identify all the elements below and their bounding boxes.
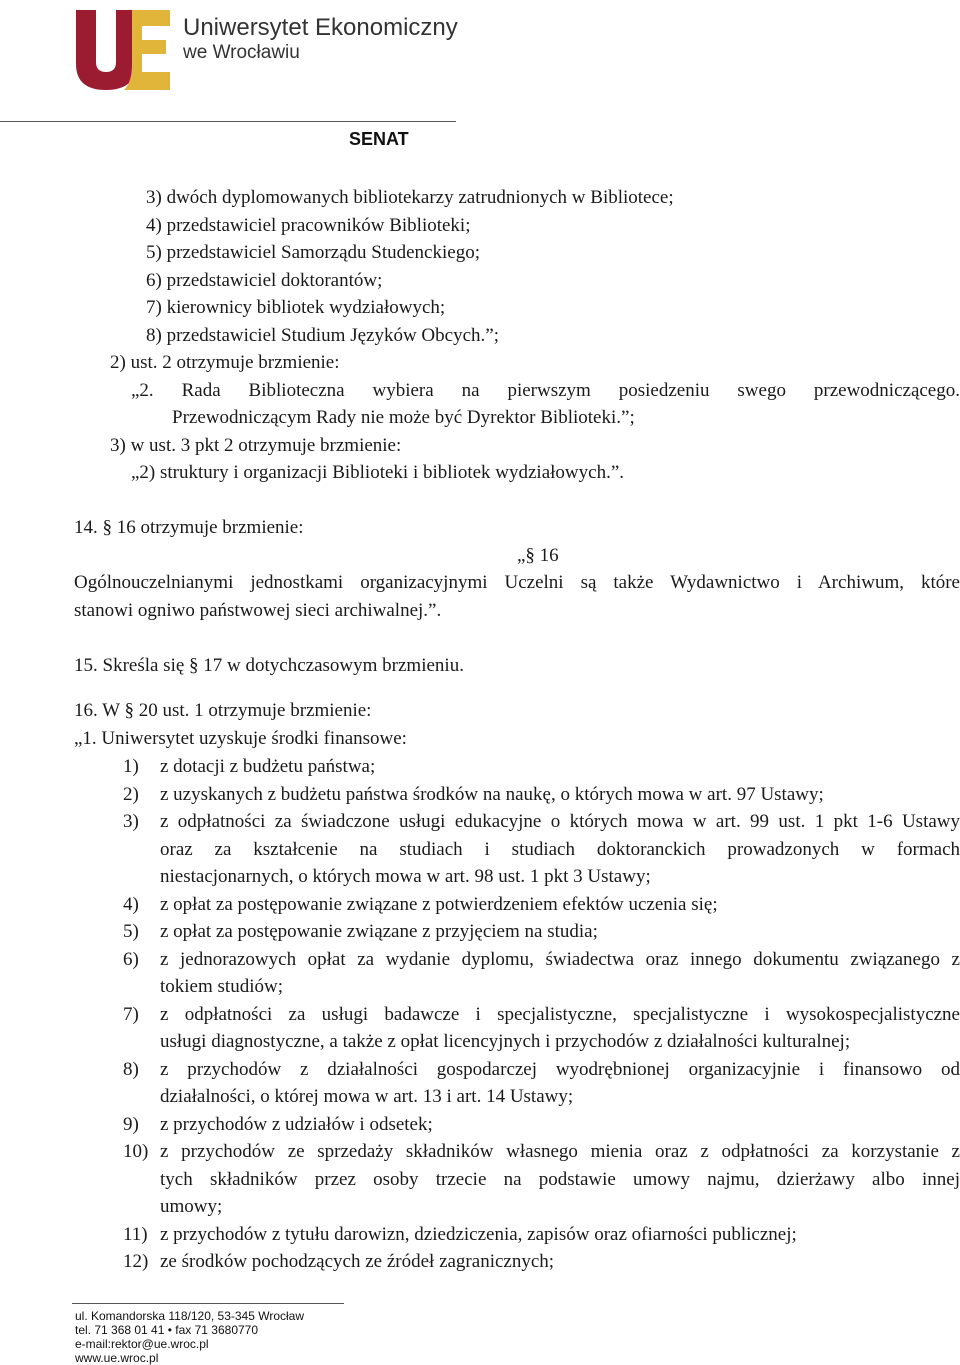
- list-item-text: działalności, o której mowa w art. 13 i art. 14 Ustawy;: [160, 1086, 574, 1107]
- list-item-text: z dotacji z budżetu państwa;: [160, 756, 376, 777]
- footer-phone: tel. 71 368 01 41 • fax 71 3680770: [75, 1323, 259, 1337]
- list-item-text: z przychodów ze sprzedaży składników własnego mienia oraz z odpłatności za korzystanie z: [160, 1141, 960, 1162]
- list-item-text: usługi diagnostyczne, a także z opłat licencyjnych i przychodów z działalności kulturalnej;: [160, 1031, 851, 1052]
- university-city: we Wrocławiu: [183, 42, 300, 63]
- list-item-number: 10): [123, 1141, 149, 1162]
- list-item-text: z odpłatności za świadczone usługi edukacyjne o których mowa w art. 99 ust. 1 pkt 1-6 Ustawy: [160, 811, 960, 832]
- text-line: 3) dwóch dyplomowanych bibliotekarzy zatrudnionych w Bibliotece;: [146, 187, 674, 208]
- text-line: 3) w ust. 3 pkt 2 otrzymuje brzmienie:: [110, 435, 402, 456]
- list-item-number: 9): [123, 1114, 139, 1135]
- footer-divider: [72, 1303, 344, 1304]
- list-item-text: ze środków pochodzących ze źródeł zagranicznych;: [160, 1251, 555, 1272]
- list-item-number: 8): [123, 1059, 139, 1080]
- section-title: SENAT: [349, 129, 409, 149]
- list-item-number: 7): [123, 1004, 139, 1025]
- list-item-text: z przychodów z działalności gospodarczej wyodrębnionej organizacyjnie i finansowo od: [160, 1059, 960, 1080]
- text-line: Ogólnouczelnianymi jednostkami organizacyjnymi Uczelni są także Wydawnictwo i Archiwum, które: [74, 572, 960, 593]
- text-line: 15. Skreśla się § 17 w dotychczasowym brzmieniu.: [74, 655, 464, 676]
- list-item-number: 3): [123, 811, 139, 832]
- text-line: „1. Uniwersytet uzyskuje środki finansowe:: [74, 728, 407, 749]
- text-line: „2. Rada Biblioteczna wybiera na pierwszym posiedzeniu swego przewodniczącego.: [131, 380, 960, 401]
- list-item-text: z jednorazowych opłat za wydanie dyplomu, świadectwa oraz innego dokumentu związanego z: [160, 949, 960, 970]
- university-name: Uniwersytet Ekonomiczny: [183, 14, 458, 41]
- text-line: stanowi ogniwo państwowej sieci archiwalnej.”.: [74, 600, 442, 621]
- list-item-number: 6): [123, 949, 139, 970]
- footer-address: ul. Komandorska 118/120, 53-345 Wrocław: [75, 1309, 305, 1323]
- list-item-number: 4): [123, 894, 139, 915]
- text-line: 5) przedstawiciel Samorządu Studenckiego;: [146, 242, 480, 263]
- footer-website: www.ue.wroc.pl: [75, 1351, 159, 1365]
- list-item-text: z uzyskanych z budżetu państwa środków na naukę, o których mowa w art. 97 Ustawy;: [160, 784, 824, 805]
- list-item-text: oraz za kształcenie na studiach i studiach doktoranckich prowadzonych w formach: [160, 839, 960, 860]
- list-item-number: 12): [123, 1251, 149, 1272]
- text-line: 14. § 16 otrzymuje brzmienie:: [74, 517, 304, 538]
- text-line: Przewodniczącym Rady nie może być Dyrektor Biblioteki.”;: [172, 407, 635, 428]
- list-item-text: niestacjonarnych, o których mowa w art. 98 ust. 1 pkt 3 Ustawy;: [160, 866, 651, 887]
- paragraph-heading: „§ 16: [517, 545, 559, 566]
- list-item-text: z przychodów z udziałów i odsetek;: [160, 1114, 433, 1135]
- list-item-number: 11): [123, 1224, 148, 1245]
- list-item-text: z przychodów z tytułu darowizn, dziedziczenia, zapisów oraz ofiarności publicznej;: [160, 1224, 797, 1245]
- text-line: 16. W § 20 ust. 1 otrzymuje brzmienie:: [74, 700, 372, 721]
- list-item-number: 2): [123, 784, 139, 805]
- footer-email: e-mail:rektor@ue.wroc.pl: [75, 1337, 209, 1351]
- header-divider: [0, 121, 456, 122]
- list-item-number: 1): [123, 756, 139, 777]
- list-item-text: z odpłatności za usługi badawcze i specjalistyczne, specjalistyczne i wysokospecjalistyczne: [160, 1004, 960, 1025]
- text-line: 7) kierownicy bibliotek wydziałowych;: [146, 297, 446, 318]
- text-line: 8) przedstawiciel Studium Języków Obcych.”;: [146, 325, 499, 346]
- text-line: 2) ust. 2 otrzymuje brzmienie:: [110, 352, 340, 373]
- text-line: 4) przedstawiciel pracowników Biblioteki;: [146, 215, 471, 236]
- list-item-number: 5): [123, 921, 139, 942]
- university-logo: [72, 8, 172, 92]
- list-item-text: z opłat za postępowanie związane z przyjęciem na studia;: [160, 921, 598, 942]
- list-item-text: z opłat za postępowanie związane z potwierdzeniem efektów uczenia się;: [160, 894, 718, 915]
- list-item-text: tych składników przez osoby trzecie na podstawie umowy najmu, dzierżawy albo innej: [160, 1169, 960, 1190]
- text-line: 6) przedstawiciel doktorantów;: [146, 270, 383, 291]
- list-item-text: tokiem studiów;: [160, 976, 283, 997]
- list-item-text: umowy;: [160, 1196, 223, 1217]
- text-line: „2) struktury i organizacji Biblioteki i bibliotek wydziałowych.”.: [131, 462, 625, 483]
